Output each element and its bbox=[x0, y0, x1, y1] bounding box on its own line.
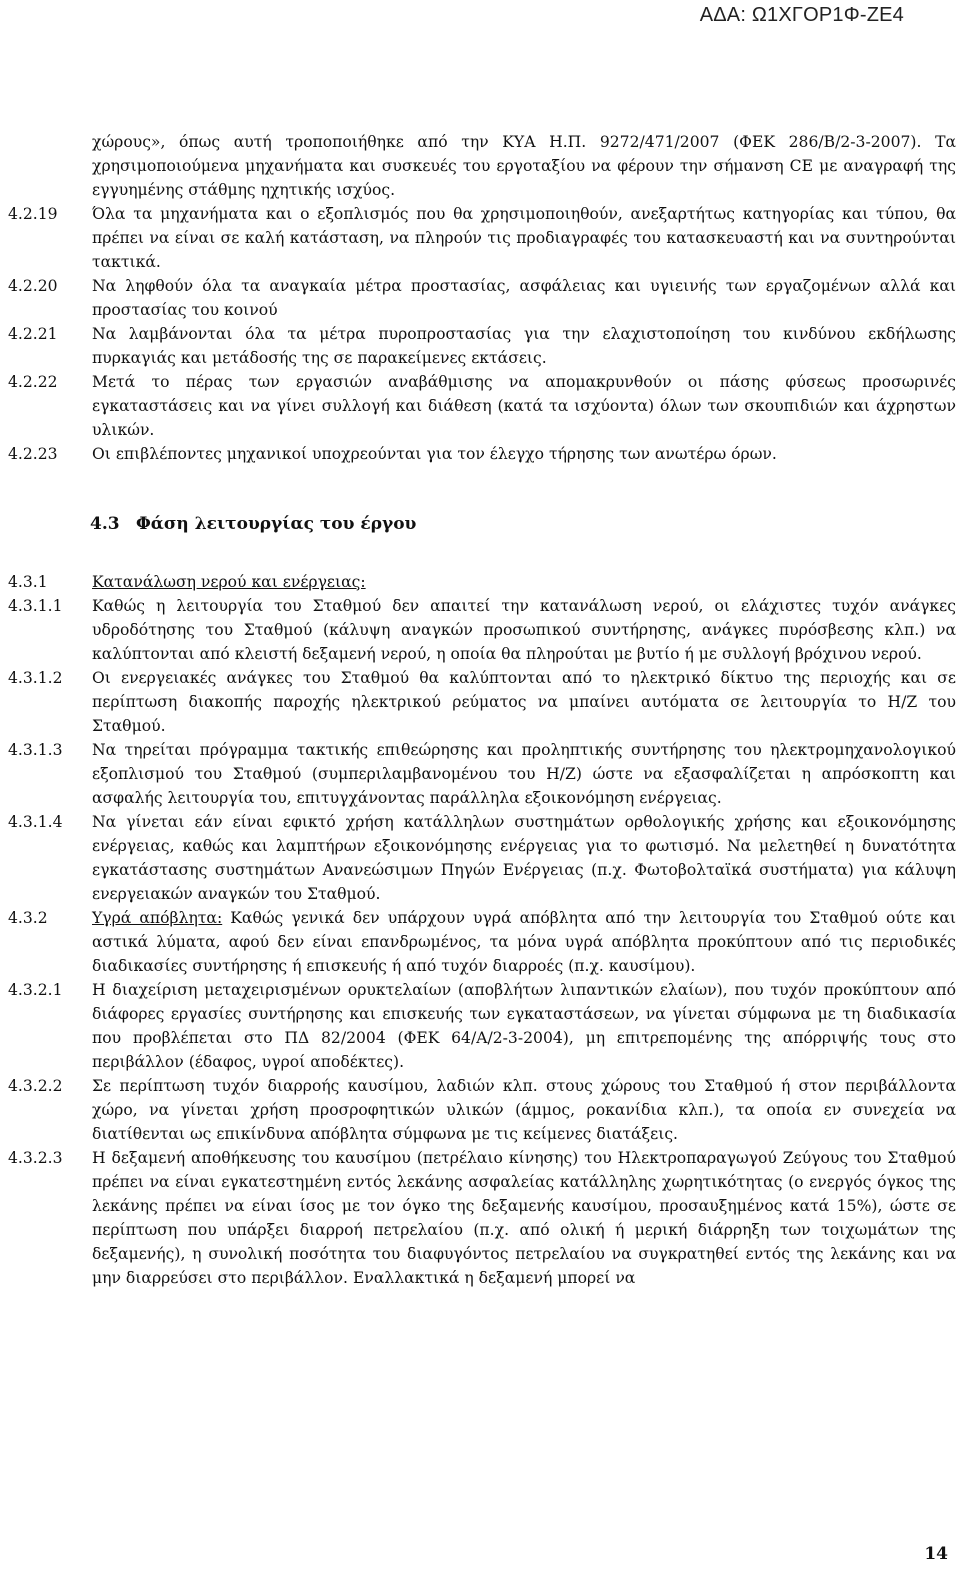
subsection-title: Κατανάλωση νερού και ενέργειας: bbox=[92, 573, 366, 591]
paragraph-number: 4.2.22 bbox=[8, 373, 58, 391]
paragraph bbox=[8, 274, 956, 322]
paragraph-number: 4.2.20 bbox=[8, 277, 58, 295]
subsection-4-3-1 bbox=[8, 570, 956, 594]
paragraph-text: Η δεξαμενή αποθήκευσης του καυσίμου (πετρέλαιο κίνησης) του Ηλεκτροπαραγωγού Ζεύγους του Σταθμού πρέπει να είναι εγκατεστημένη εντός λεκάνης ασφαλείας κατάλληλης χωρητικότητας (ο ενεργός όγκος της λεκάνης πρέπει να είναι ίσος με τον όγκο της δεξαμενής καυσίμου, προσαυξημένος κατά 15%), ώστε σε περίπτωση που υπάρξει διαρροή πετρελαίου (π.χ. από ολική ή μερική διάρρηξη των τοιχωμάτων της δεξαμενής), η συνολική ποσότητα του διαφυγόντος πετρελαίου να συγκρατηθεί εντός της λεκάνης και να μην διαρρεύσει στο περιβάλλον. Εναλλακτικά η δεξαμενή μπορεί να bbox=[92, 1149, 956, 1287]
paragraph-text: Να λαμβάνονται όλα τα μέτρα πυροπροστασίας για την ελαχιστοποίηση του κινδύνου εκδήλωσης πυρκαγιάς και μετάδοσής της σε παρακείμενες εκτάσεις. bbox=[92, 325, 956, 367]
paragraph-text: Όλα τα μηχανήματα και ο εξοπλισμός που θα χρησιμοποιηθούν, ανεξαρτήτως κατηγορίας και τύπου, θα πρέπει να είναι σε καλή κατάσταση, να πληρούν τις προδιαγραφές του κατασκευαστή και να συντηρούνται τακτικά. bbox=[92, 205, 956, 271]
paragraph-text: χώρους», όπως αυτή τροποποιήθηκε από την ΚΥΑ Η.Π. 9272/471/2007 (ΦΕΚ 286/Β/2-3-2007). Τα χρησιμοποιούμενα μηχανήματα και συσκευές του εργοταξίου να φέρουν την σήμανση CE με αναγραφή της εγγυημένης στάθμης ηχητικής ισχύος. bbox=[92, 133, 956, 199]
paragraph-number: 4.3.1.3 bbox=[8, 741, 63, 759]
paragraph bbox=[8, 442, 956, 466]
paragraph-number: 4.3.2.1 bbox=[8, 981, 63, 999]
paragraph-list-4-2 bbox=[8, 130, 956, 466]
section-number: 4.3 bbox=[90, 514, 120, 534]
subsection-number: 4.3.2 bbox=[8, 909, 48, 927]
paragraph-number: 4.3.2.2 bbox=[8, 1077, 63, 1095]
paragraph-text: Μετά το πέρας των εργασιών αναβάθμισης να απομακρυνθούν οι πάσης φύσεως προσωρινές εγκαταστάσεις και να γίνει συλλογή και διάθεση (κατά τα ισχύοντα) όλων των σκουπιδιών και άχρηστων υλικών. bbox=[92, 373, 956, 439]
paragraph-text: Να γίνεται εάν είναι εφικτό χρήση κατάλληλων συστημάτων ορθολογικής χρήσης και εξοικονόμησης ενέργειας, καθώς και λαμπτήρων εξοικονόμησης ενέργειας για το φωτισμό. Να μελετηθεί η δυνατότητα εγκατάστασης συστημάτων Ανανεώσιμων Πηγών Ενέργειας (π.χ. Φωτοβολταϊκά συστήματα) για κάλυψη ενεργειακών αναγκών του Σταθμού. bbox=[92, 813, 956, 903]
paragraph-text: Καθώς η λειτουργία του Σταθμού δεν απαιτεί την κατανάλωση νερού, οι ελάχιστες τυχόν ανάγκες υδροδότησης του Σταθμού (κάλυψη αναγκών προσωπικού συντήρησης, ανάγκες πυρόσβεσης κλπ.) να καλύπτονται από κλειστή δεξαμενή νερού, η οποία θα πληρούται με βυτίο ή με συλλογή βρόχινου νερού. bbox=[92, 597, 956, 663]
section-heading-4-3 bbox=[8, 512, 956, 536]
paragraph bbox=[8, 370, 956, 442]
paragraph bbox=[8, 322, 956, 370]
paragraph-number: 4.2.19 bbox=[8, 205, 58, 223]
paragraph bbox=[8, 666, 956, 738]
paragraph-text: Η διαχείριση μεταχειρισμένων ορυκτελαίων (αποβλήτων λιπαντικών ελαίων), που τυχόν προκύπτουν από διάφορες εργασίες συντήρησης και επισκευής των εγκαταστάσεων, να γίνεται σύμφωνα με τη διαδικασία που προβλέπεται στο ΠΔ 82/2004 (ΦΕΚ 64/Α/2-3-2004), μη επιτρεπομένης της απόρριψής τους στο περιβάλλον (έδαφος, υγροί αποδέκτες). bbox=[92, 981, 956, 1071]
paragraph-number: 4.3.1.1 bbox=[8, 597, 63, 615]
paragraph-text: Να ληφθούν όλα τα αναγκαία μέτρα προστασίας, ασφάλειας και υγιεινής των εργαζομένων αλλά και προστασίας του κοινού bbox=[92, 277, 956, 319]
page-number: 14 bbox=[924, 1544, 948, 1564]
paragraph-text: Σε περίπτωση τυχόν διαρροής καυσίμου, λαδιών κλπ. στους χώρους του Σταθμού ή στον περιβάλλοντα χώρο, να γίνεται χρήση προσροφητικών υλικών (άμμος, ροκανίδια κλπ.), τα οποία εν συνεχεία να διατίθενται ως επικίνδυνα απόβλητα σύμφωνα με τις κείμενες διατάξεις. bbox=[92, 1077, 956, 1143]
ada-code: ΑΔΑ: Ω1ΧΓΟΡ1Φ-ΖΕ4 bbox=[699, 4, 904, 26]
paragraph-number: 4.2.23 bbox=[8, 445, 58, 463]
paragraph-number: 4.3.2.3 bbox=[8, 1149, 63, 1167]
subsection-4-3-2 bbox=[8, 906, 956, 978]
paragraph-text: Να τηρείται πρόγραμμα τακτικής επιθεώρησης και προληπτικής συντήρησης του ηλεκτρομηχανολογικού εξοπλισμού του Σταθμού (συμπεριλαμβανομένου του Η/Ζ) ώστε να εξασφαλίζεται η απρόσκοπτη και ασφαλής λειτουργία του, επιτυγχάνοντας παράλληλα εξοικονόμηση ενέργειας. bbox=[92, 741, 956, 807]
subsection-title: Υγρά απόβλητα: bbox=[92, 909, 223, 927]
paragraph bbox=[8, 1146, 956, 1290]
subsection-number: 4.3.1 bbox=[8, 573, 48, 591]
paragraph bbox=[8, 738, 956, 810]
document-body bbox=[8, 130, 956, 1290]
paragraph bbox=[8, 1074, 956, 1146]
paragraph bbox=[8, 130, 956, 202]
paragraph-number: 4.3.1.4 bbox=[8, 813, 63, 831]
paragraph bbox=[8, 594, 956, 666]
paragraph bbox=[8, 202, 956, 274]
paragraph-list-4-3-1 bbox=[8, 594, 956, 906]
paragraph-text: Οι επιβλέποντες μηχανικοί υποχρεούνται για τον έλεγχο τήρησης των ανωτέρω όρων. bbox=[92, 445, 777, 463]
paragraph-number: 4.3.1.2 bbox=[8, 669, 63, 687]
subsection-text: Καθώς γενικά δεν υπάρχουν υγρά απόβλητα από την λειτουργία του Σταθμού ούτε και αστικά λύματα, αφού δεν είναι επανδρωμένος, τα μόνα υγρά απόβλητα προκύπτουν από τις περιοδικές διαδικασίες συντήρησης ή επισκευής ή από τυχόν διαρροές (π.χ. καυσίμου). bbox=[92, 909, 956, 975]
paragraph-number: 4.2.21 bbox=[8, 325, 58, 343]
paragraph bbox=[8, 978, 956, 1074]
paragraph bbox=[8, 810, 956, 906]
paragraph-text: Οι ενεργειακές ανάγκες του Σταθμού θα καλύπτονται από το ηλεκτρικό δίκτυο της περιοχής και σε περίπτωση διακοπής παροχής ηλεκτρικού ρεύματος να μπαίνει αυτόματα σε λειτουργία το Η/Ζ του Σταθμού. bbox=[92, 669, 956, 735]
paragraph-list-4-3-2 bbox=[8, 978, 956, 1290]
section-title: Φάση λειτουργίας του έργου bbox=[136, 514, 417, 534]
